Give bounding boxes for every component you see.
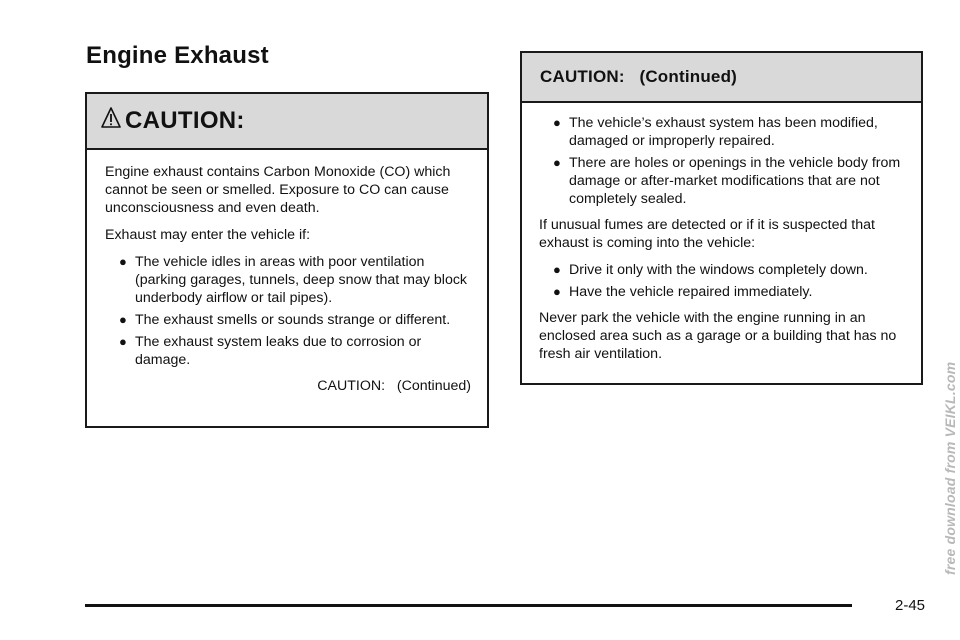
bullet-icon: ●	[119, 254, 127, 269]
list-item-text: The vehicle idles in areas with poor ventilation (parking garages, tunnels, deep snow that may block underbody airflow or tail pipes).	[135, 254, 468, 306]
list-item-text: Drive it only with the windows completely down.	[569, 262, 868, 278]
watermark-text: free download from VEIKL.com	[942, 361, 958, 575]
bullet-icon: ●	[553, 155, 561, 170]
continued-label: CAUTION: (Continued)	[317, 378, 471, 394]
caution-box-left	[85, 92, 489, 428]
list-item	[539, 114, 905, 150]
caution-paragraph: Exhaust may enter the vehicle if:	[105, 227, 311, 243]
bullet-list	[539, 261, 905, 301]
section-title: Engine Exhaust	[86, 42, 269, 69]
bullet-list	[539, 114, 905, 208]
list-item	[539, 261, 905, 279]
list-item	[105, 333, 473, 369]
list-item-text: Have the vehicle repaired immediately.	[569, 284, 813, 300]
list-item	[539, 283, 905, 301]
bullet-icon: ●	[553, 115, 561, 130]
footer-rule	[85, 604, 852, 607]
bullet-list	[105, 253, 473, 369]
list-item-text: The exhaust smells or sounds strange or different.	[135, 312, 451, 328]
list-item-text: There are holes or openings in the vehicle body from damage or after-market modifications that are not completely sealed.	[569, 155, 901, 207]
caution-box-right	[520, 51, 923, 385]
bullet-icon: ●	[119, 334, 127, 349]
caution-paragraph: Engine exhaust contains Carbon Monoxide (CO) which cannot be seen or smelled. Exposure to CO can cause unconsciousness and even death.	[105, 164, 451, 216]
caution-header-right	[522, 53, 921, 103]
bullet-icon: ●	[553, 262, 561, 277]
bullet-icon: ●	[119, 312, 127, 327]
bullet-icon: ●	[553, 284, 561, 299]
caution-body-left	[87, 150, 487, 395]
list-item	[105, 253, 473, 307]
caution-body-right	[522, 103, 921, 363]
caution-heading: CAUTION:	[125, 107, 245, 134]
caution-header-left	[87, 94, 487, 150]
list-item-text: The vehicle’s exhaust system has been modified, damaged or improperly repaired.	[569, 115, 878, 149]
list-item	[105, 311, 473, 329]
list-item	[539, 154, 905, 208]
caution-paragraph: Never park the vehicle with the engine running in an enclosed area such as a garage or a building that has no fresh air ventilation.	[539, 310, 897, 362]
caution-heading-continued: CAUTION: (Continued)	[540, 67, 738, 86]
warning-triangle-icon	[101, 106, 121, 130]
list-item-text: The exhaust system leaks due to corrosion or damage.	[135, 334, 422, 368]
page-number: 2-45	[895, 597, 926, 614]
caution-paragraph: If unusual fumes are detected or if it is suspected that exhaust is coming into the vehicle:	[539, 217, 875, 251]
